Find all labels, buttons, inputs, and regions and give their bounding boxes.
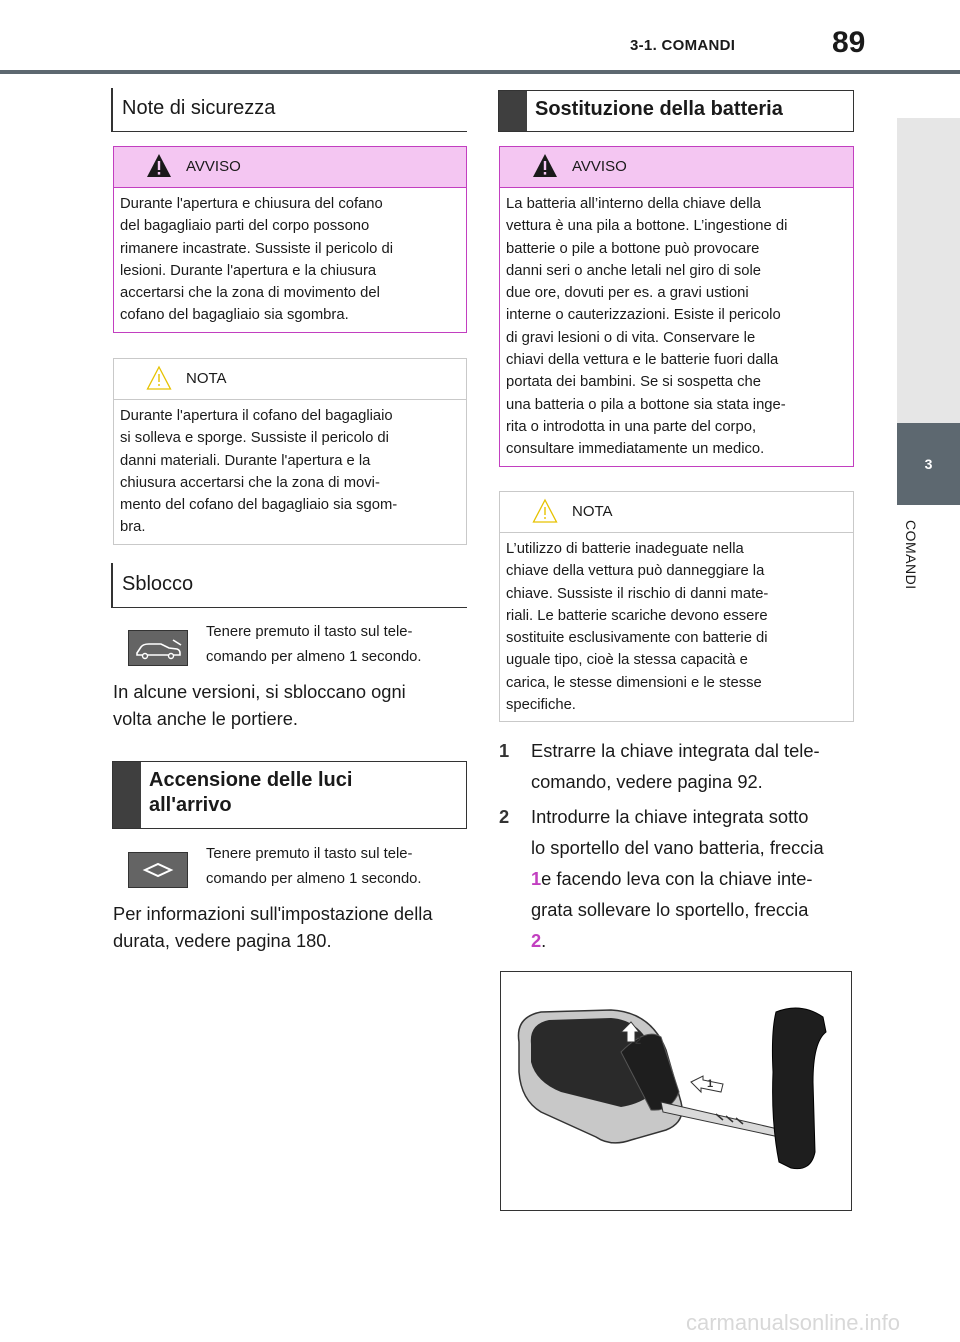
text-line: uguale tipo, cioè la stessa capacità e [506, 652, 748, 669]
text-line: lesioni. Durante l'apertura e la chiusura [120, 262, 377, 279]
page-number: 89 [832, 26, 866, 59]
text-line: mento del cofano del bagagliaio sia sgom- [120, 497, 398, 514]
text-line: chiusura accertarsi che la zona di movi- [120, 474, 380, 491]
unlock-paragraph [113, 678, 406, 732]
text-line: chiave della vettura può danneggiare la [506, 563, 765, 580]
text-line: chiavi della vettura e le batterie fuori dalla [506, 352, 779, 369]
text-line: si solleva e sporge. Sussiste il pericolo di [120, 430, 389, 447]
caution-outline-icon [532, 498, 558, 524]
warning-text [506, 193, 847, 461]
arrow-label-1: 1 [707, 1078, 714, 1090]
text-line: danni seri o anche letali nel giro di sole [506, 262, 761, 279]
note-title: NOTA [572, 503, 613, 520]
lights-heading-text [149, 768, 460, 818]
text-line: cofano del bagagliaio sia sgombra. [120, 307, 349, 324]
lights-paragraph [113, 900, 433, 954]
text-line: sostituite esclusivamente con batterie di [506, 630, 768, 647]
warning-box [113, 146, 467, 333]
text-line: durata, vedere pagina 180. [113, 930, 332, 951]
text-line: portata dei bambini. Se si sospetta che [506, 374, 761, 391]
step-number: 2 [499, 806, 510, 827]
text-line: riali. Le batterie scariche devono essere [506, 607, 768, 624]
warning-header [114, 147, 466, 188]
key-illustration [501, 972, 851, 1210]
chapter-label [897, 520, 960, 620]
text-line: Durante l'apertura e chiusura del cofano [120, 196, 383, 212]
text-line: grata sollevare lo sportello, freccia [531, 899, 809, 920]
text-line: Introdurre la chiave integrata sotto [531, 806, 809, 827]
diamond-icon [129, 853, 187, 887]
text-line: In alcune versioni, si sbloccano ogni [113, 681, 406, 702]
text-line: comando per almeno 1 secondo. [206, 649, 422, 665]
text-line: comando, vedere pagina 92. [531, 771, 763, 792]
lights-heading [112, 761, 467, 829]
note-header [500, 492, 853, 533]
warning-triangle-icon [532, 153, 558, 179]
text-line: Tenere premuto il tasto sul tele- [206, 846, 413, 862]
warning-triangle-icon [146, 153, 172, 179]
safety-heading: Note di sicurezza [111, 88, 467, 132]
text-line: lo sportello del vano batteria, freccia [531, 837, 824, 858]
text-line: L’utilizzo di batterie inadeguate nella [506, 541, 744, 557]
note-header [114, 359, 466, 400]
key-battery-figure [500, 971, 852, 1211]
car-trunk-icon [129, 631, 187, 665]
caution-outline-icon [146, 365, 172, 391]
note-text [506, 538, 847, 716]
arrow-ref-2: 2 [531, 930, 542, 951]
chapter-label-text: COMANDI [903, 520, 919, 590]
battery-heading-text: Sostituzione della batteria [535, 98, 783, 120]
heading-bar [499, 91, 527, 131]
text-line: Tenere premuto il tasto sul tele- [206, 624, 413, 640]
text-line: di gravi lesioni o di vita. Conservare le [506, 329, 756, 346]
text-line: rita o introdotta in una parte del corpo, [506, 418, 757, 435]
text-line: carica, le stesse dimensioni e le stesse [506, 674, 762, 691]
warning-header [500, 147, 853, 188]
text-line: due ore, dovuti per es. a gravi ustioni [506, 285, 749, 302]
unlock-instruction [206, 620, 422, 670]
note-box [113, 358, 467, 545]
heading-bar [113, 762, 141, 828]
header-rule [0, 70, 960, 74]
text-line [531, 863, 861, 894]
text-line: chiave. Sussiste il rischio di danni mate- [506, 585, 769, 602]
text-line: comando per almeno 1 secondo. [206, 871, 422, 887]
text-line: Estrarre la chiave integrata dal tele- [531, 740, 820, 761]
note-text [120, 405, 460, 539]
unlock-heading: Sblocco [111, 563, 467, 608]
text-fragment: . [541, 930, 547, 951]
side-tab-strip [897, 118, 960, 423]
text-line [531, 925, 861, 956]
step-number: 1 [499, 740, 510, 761]
warning-title: AVVISO [572, 158, 627, 175]
light-button-icon [128, 852, 188, 888]
text-line: rimanere incastrate. Sussiste il pericolo di [120, 240, 394, 257]
text-line: all'arrivo [149, 794, 232, 816]
warning-text [120, 193, 460, 327]
text-line: danni materiali. Durante l'apertura e la [120, 452, 371, 469]
text-line: una batteria o pila a bottone sia stata inge- [506, 396, 786, 413]
text-line: batterie o pile a bottone può provocare [506, 240, 760, 257]
battery-note-box [499, 491, 854, 722]
trunk-button-icon [128, 630, 188, 666]
text-line: del bagagliaio parti del corpo possono [120, 218, 370, 235]
text-line: La batteria all’interno della chiave della [506, 196, 762, 212]
text-line: bra. [120, 519, 146, 536]
section-title: 3-1. COMANDI [630, 37, 736, 54]
watermark: carmanualsonline.info [686, 1310, 901, 1335]
text-line: consultare immediatamente un medico. [506, 441, 765, 458]
text-line: accertarsi che la zona di movimento del [120, 285, 380, 302]
battery-warning-box [499, 146, 854, 467]
note-title: NOTA [186, 370, 227, 387]
arrow-label-2: 2 [635, 1035, 642, 1047]
text-line: volta anche le portiere. [113, 708, 298, 729]
text-fragment: e facendo leva con la chiave inte- [541, 868, 813, 889]
text-line: Accensione delle luci [149, 769, 353, 791]
arrow-ref-1: 1 [531, 868, 542, 889]
text-line: specifiche. [506, 697, 576, 714]
text-line: interne o cauterizzazioni. Esiste il pericolo [506, 307, 781, 324]
warning-title: AVVISO [186, 158, 241, 175]
text-line: Durante l'apertura il cofano del bagagliaio [120, 408, 393, 424]
text-line: vettura è una pila a bottone. L’ingestione di [506, 218, 788, 235]
text-line: Per informazioni sull'impostazione della [113, 903, 433, 924]
chapter-tab: 3 [897, 423, 960, 505]
lights-instruction [206, 842, 422, 892]
battery-heading [498, 90, 854, 132]
